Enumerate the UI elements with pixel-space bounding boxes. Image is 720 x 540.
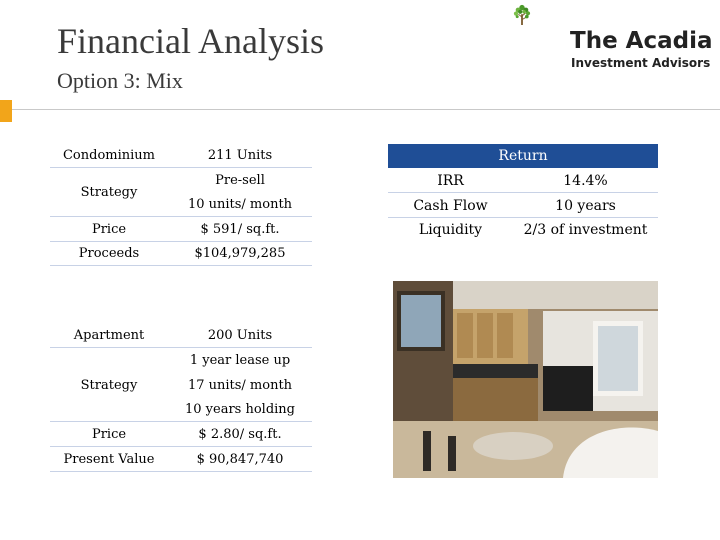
return-value-liquidity: 2/3 of investment <box>523 222 648 238</box>
apt-strategy-label: Strategy <box>50 350 168 422</box>
apt-strategy-line1: 1 year lease up <box>189 353 291 368</box>
return-label-liquidity: Liquidity <box>418 222 483 238</box>
return-label-cashflow: Cash Flow <box>388 195 513 218</box>
return-label-irr: IRR <box>388 170 513 193</box>
condo-strategy-label: Strategy <box>50 170 168 217</box>
apt-label: Apartment <box>50 325 168 348</box>
apt-price-label: Price <box>50 424 168 447</box>
condo-units: 211 Units <box>168 145 312 168</box>
apt-pv-label: Present Value <box>50 449 168 472</box>
tree-icon <box>513 4 573 76</box>
logo-name: The Acadia <box>570 28 713 54</box>
return-value-irr: 14.4% <box>513 170 658 193</box>
apt-strategy-line2: 17 units/ month <box>187 378 293 393</box>
condo-price: $ 591/ sq.ft. <box>168 219 312 242</box>
logo-tagline: Investment Advisors <box>571 56 711 70</box>
apt-pv: $ 90,847,740 <box>168 449 312 472</box>
apartment-photo <box>393 281 658 478</box>
page-title: Financial Analysis <box>57 21 324 61</box>
condo-proceeds: $104,979,285 <box>168 243 312 266</box>
condo-strategy-line2: 10 units/ month <box>168 194 312 217</box>
apt-price: $ 2.80/ sq.ft. <box>168 424 312 447</box>
accent-bar <box>0 100 12 122</box>
page-subtitle: Option 3: Mix <box>57 68 183 93</box>
apt-strategy-line3: 10 years holding <box>168 399 312 422</box>
condo-price-label: Price <box>50 219 168 242</box>
condo-strategy-line1: Pre-sell <box>215 173 265 188</box>
condo-label: Condominium <box>50 145 168 168</box>
return-header: Return <box>388 144 658 168</box>
condo-proceeds-label: Proceeds <box>50 243 168 266</box>
divider <box>12 109 720 110</box>
return-value-cashflow: 10 years <box>513 195 658 218</box>
apt-units: 200 Units <box>168 325 312 348</box>
